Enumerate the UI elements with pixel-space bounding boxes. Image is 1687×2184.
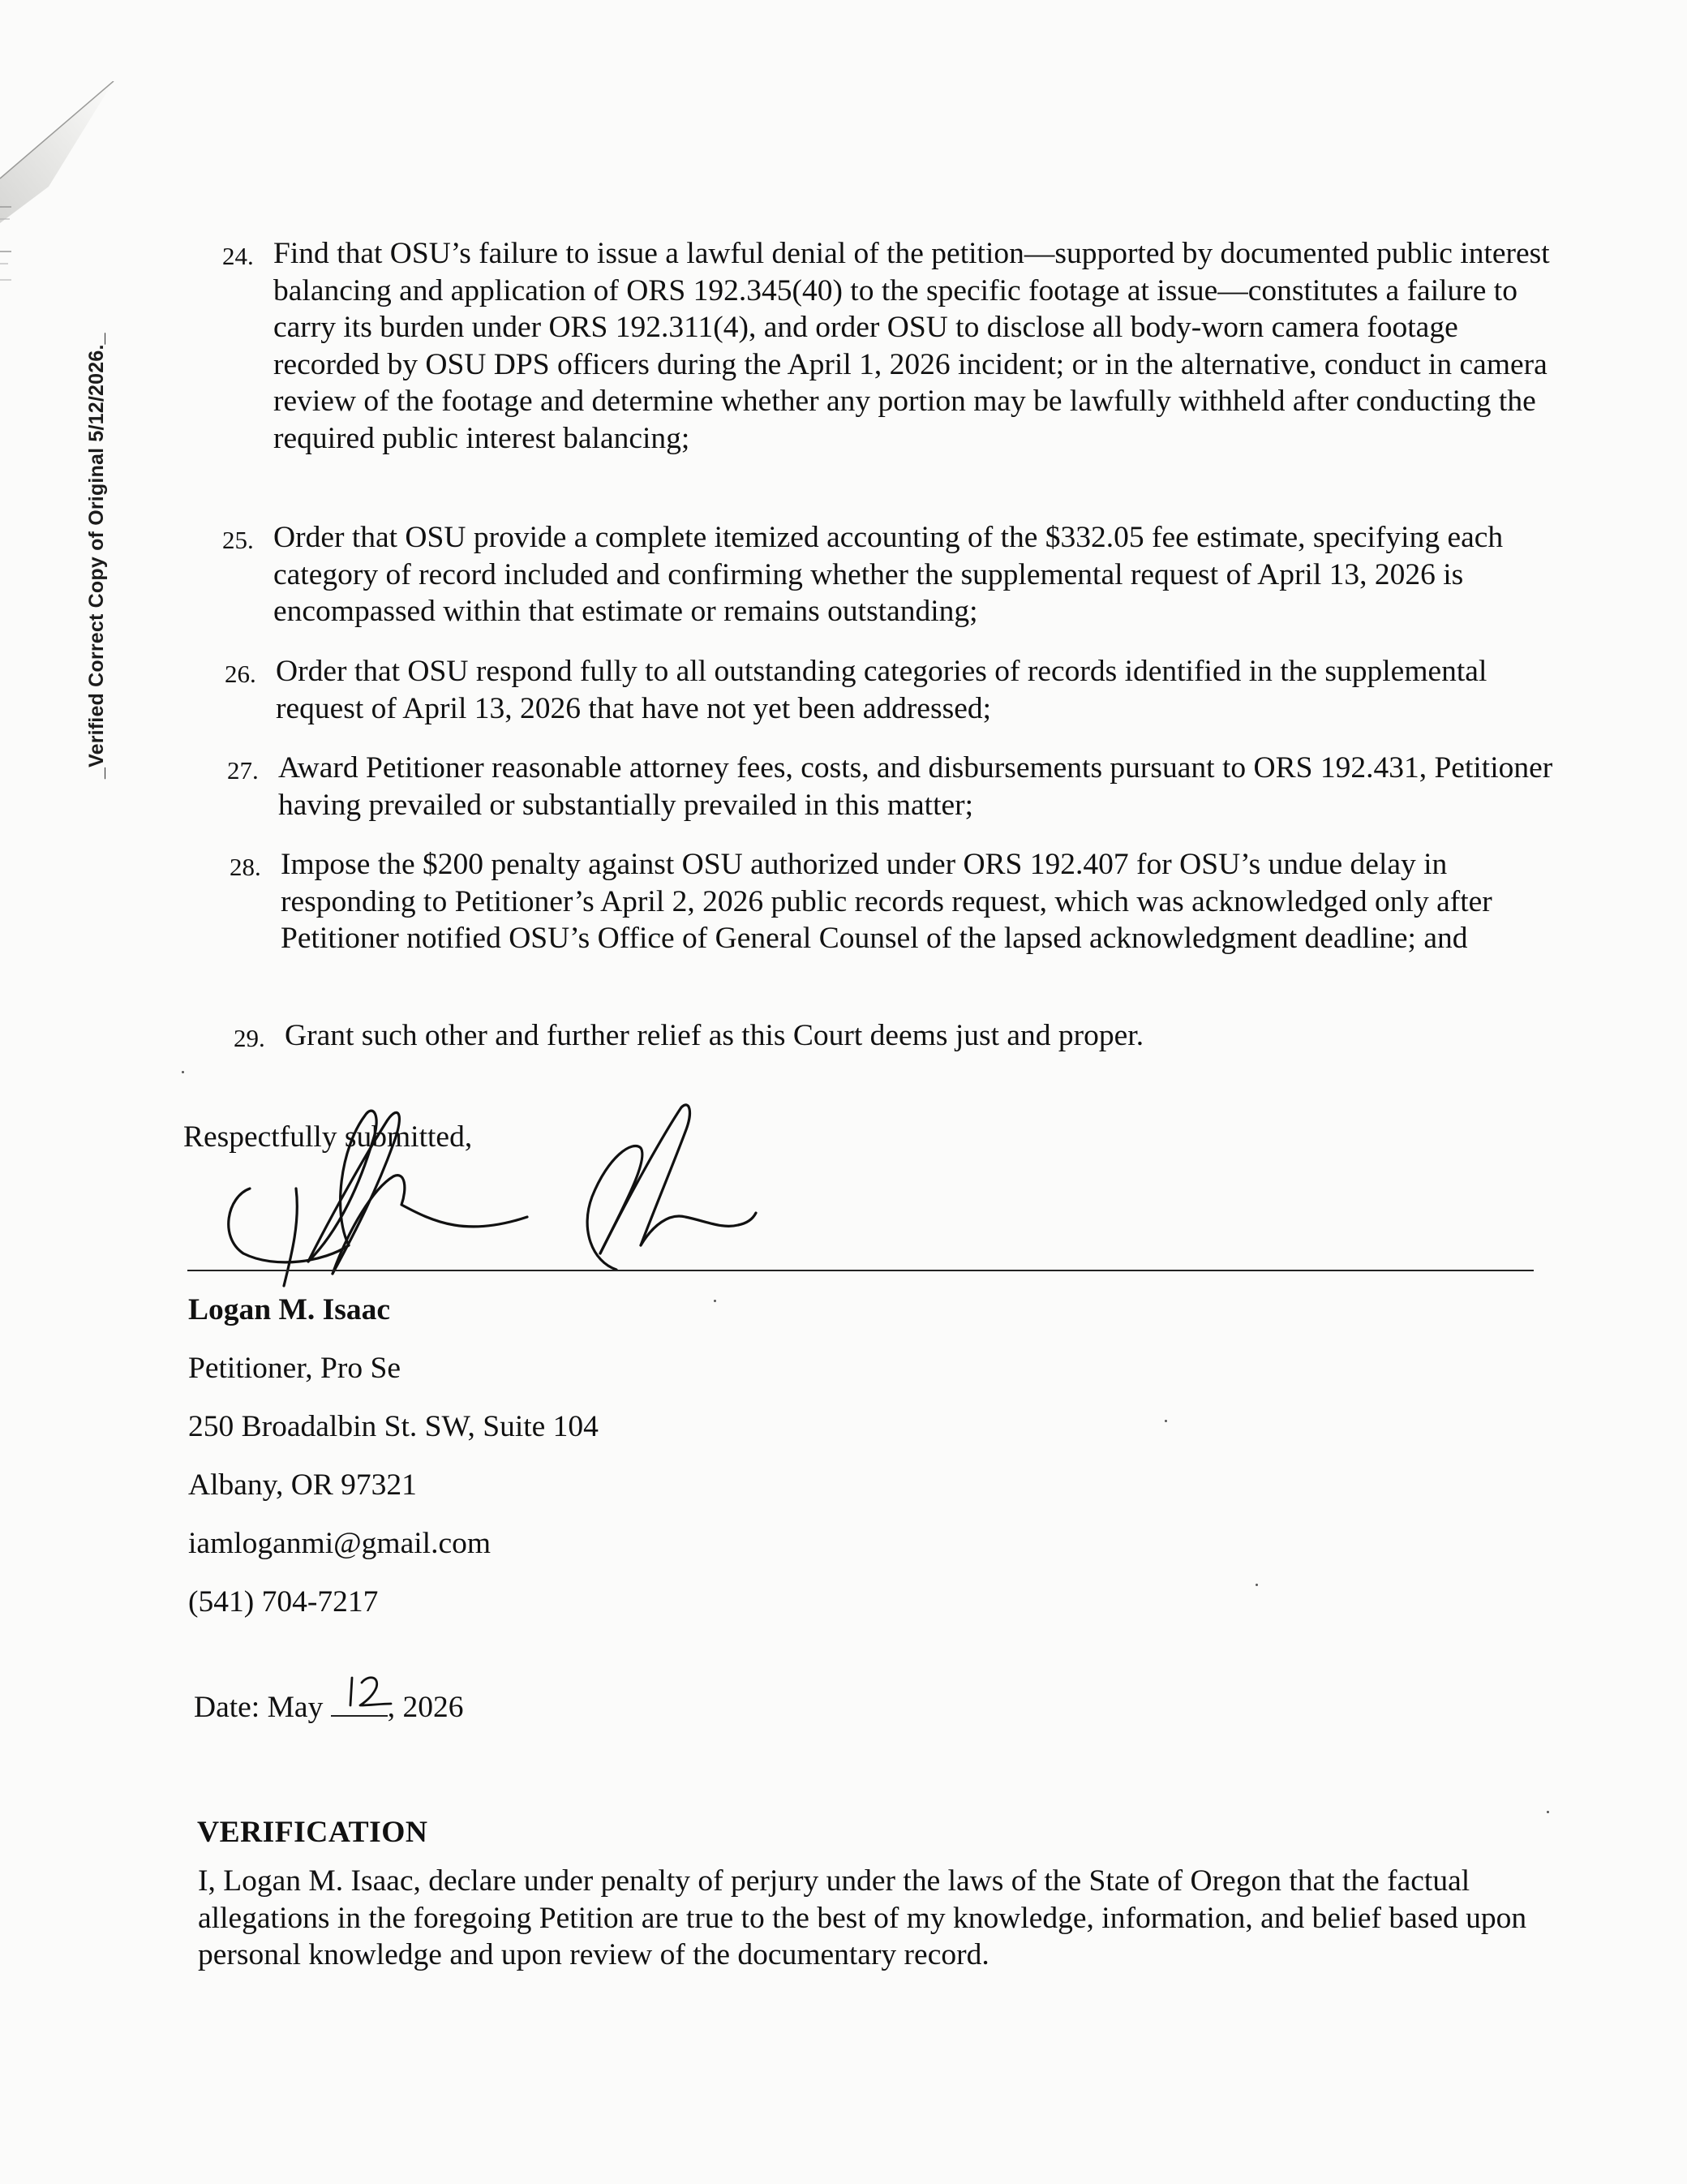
signature-line [187, 1270, 1534, 1271]
item-text: Award Petitioner reasonable attorney fees, costs, and disbursements pursuant to ORS 192.431, Petitioner having prevailed or substantially prevailed in this matter; [278, 751, 1553, 822]
verification-heading: VERIFICATION [197, 1816, 428, 1849]
item-number: 24. [222, 242, 254, 270]
phone-number: (541) 704-7217 [188, 1585, 379, 1619]
relief-item-25 [222, 519, 1552, 633]
item-text: Find that OSU’s failure to issue a lawful denial of the petition—supported by documented public interest balancing and application of ORS 192.345(40) to the specific footage at issue—constitutes a failure to carry its burden under ORS 192.311(4), and order OSU to disclose all body-worn camera footage recorded by OSU DPS officers during the April 1, 2026 incident; or in the alternative, conduct in camera review of the footage and determine whether any portion may be lawfully withheld after conducting the required public interest balancing; [273, 237, 1550, 455]
address-line-1: 250 Broadalbin St. SW, Suite 104 [188, 1410, 599, 1443]
relief-item-27 [227, 750, 1557, 827]
signer-name: Logan M. Isaac [188, 1293, 390, 1326]
relief-item-28 [230, 846, 1560, 996]
scan-speck [1547, 1811, 1549, 1813]
closing-line: Respectfully submitted, [183, 1120, 473, 1154]
scan-speck [182, 1071, 184, 1073]
page-curl-artifact [0, 81, 122, 260]
handwritten-signature [211, 1067, 762, 1302]
email-address: iamloganmi@gmail.com [188, 1527, 492, 1560]
verification-text: I, Logan M. Isaac, declare under penalty of perjury under the laws of the State of Oregon that the factual allegations in the foregoing Petition are true to the best of my knowledge, information, and belief based upon personal knowledge and upon review of the documentary record. [198, 1864, 1527, 1971]
address-line-2: Albany, OR 97321 [188, 1468, 417, 1502]
relief-item-26 [225, 653, 1555, 730]
date-suffix: , 2026 [387, 1691, 464, 1724]
handwritten-day [341, 1671, 397, 1712]
date-prefix: Date: May [194, 1691, 324, 1724]
scan-speck [1165, 1420, 1167, 1422]
item-number: 26. [225, 660, 256, 688]
verified-copy-stamp: _Verified Correct Copy of Original 5/12/2026._ [85, 333, 108, 779]
item-text: Order that OSU provide a complete itemized accounting of the $332.05 fee estimate, specifying each category of record included and confirming whether the supplemental request of April 13, 2026 is encompassed within that estimate or remains outstanding; [273, 521, 1504, 628]
signer-role: Petitioner, Pro Se [188, 1352, 401, 1385]
item-number: 27. [227, 756, 259, 785]
item-number: 29. [234, 1024, 265, 1052]
item-text: Order that OSU respond fully to all outstanding categories of records identified in the supplemental request of April 13, 2026 that have not yet been addressed; [276, 655, 1487, 725]
item-text: Impose the $200 penalty against OSU authorized under ORS 192.407 for OSU’s undue delay in responding to Petitioner’s April 2, 2026 public records request, which was acknowledged only after Petitioner notified OSU’s Office of General Counsel of the lapsed acknowledgment deadline; and [281, 848, 1492, 955]
scan-speck [714, 1300, 716, 1302]
date-line [194, 1690, 463, 1725]
scan-speck [1256, 1584, 1258, 1586]
item-text: Grant such other and further relief as this Court deems just and proper. [285, 1019, 1144, 1052]
relief-item-29 [234, 1017, 1564, 1058]
scan-edge-lines [0, 203, 16, 292]
item-number: 25. [222, 526, 254, 554]
item-number: 28. [230, 853, 261, 881]
relief-item-24 [222, 235, 1552, 495]
